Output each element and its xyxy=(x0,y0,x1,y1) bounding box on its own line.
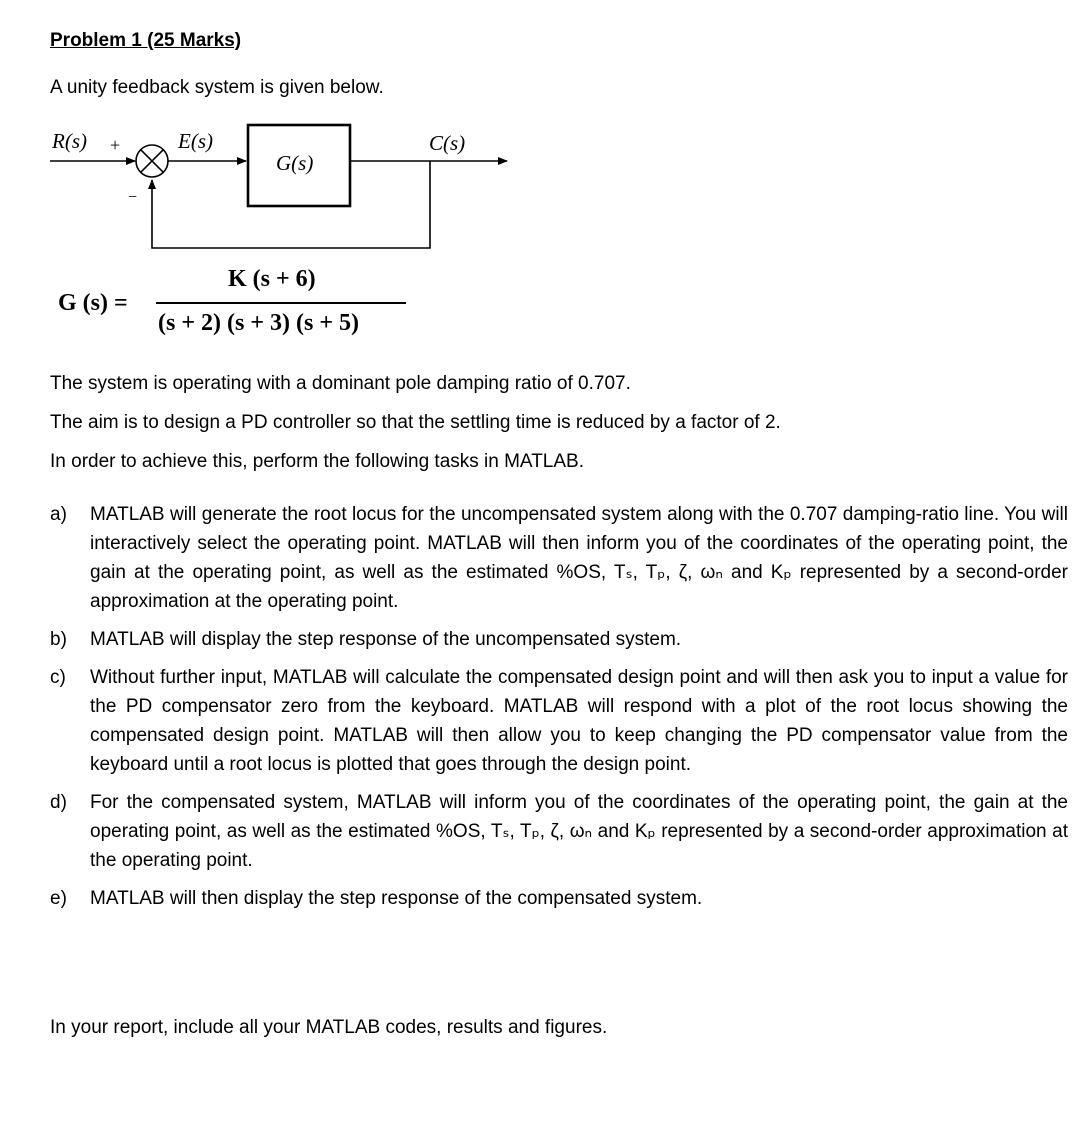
task-label: e) xyxy=(50,888,67,909)
input-label: R(s) xyxy=(52,129,87,153)
plant-label: G(s) xyxy=(276,151,314,175)
closing-text: In your report, include all your MATLAB codes, results and figures. xyxy=(50,1017,608,1038)
transfer-function-denominator: (s + 2) (s + 3) (s + 5) xyxy=(158,310,359,336)
task-label: b) xyxy=(50,629,67,650)
task-item xyxy=(50,788,1068,875)
task-label: a) xyxy=(50,504,67,525)
task-text: For the compensated system, MATLAB will inform you of the coordinates of the operating point, the gain at the operating point, as well as the estimated %OS, Tₛ, Tₚ, ζ, ωₙ and Kₚ represented by a second-order approximation at the operating point. xyxy=(90,792,1068,871)
task-list xyxy=(50,500,1068,913)
task-text: MATLAB will display the step response of the uncompensated system. xyxy=(90,629,682,650)
transfer-function-numerator: K (s + 6) xyxy=(228,266,316,292)
task-item xyxy=(50,625,1068,654)
minus-sign: − xyxy=(128,189,138,206)
summing-junction xyxy=(136,145,168,177)
statement-tasks-intro: In order to achieve this, perform the following tasks in MATLAB. xyxy=(50,451,584,472)
statement-aim: The aim is to design a PD controller so that the settling time is reduced by a factor of 2. xyxy=(50,412,781,433)
task-item xyxy=(50,884,1068,913)
output-label: C(s) xyxy=(429,131,466,155)
task-label: d) xyxy=(50,792,67,813)
statement-damping: The system is operating with a dominant pole damping ratio of 0.707. xyxy=(50,373,631,394)
task-label: c) xyxy=(50,667,66,688)
task-text: Without further input, MATLAB will calculate the compensated design point and will then ask you to input a value for the PD compensator zero from the keyboard. MATLAB will respond with a plot of the root locus showing the compensated design point. MATLAB will then allow you to keep changing the PD compensator value from the keyboard until a root locus is plotted that goes through the design point. xyxy=(90,667,1068,775)
task-text: MATLAB will then display the step response of the compensated system. xyxy=(90,888,703,909)
transfer-function-lhs: G (s) = xyxy=(58,290,128,316)
intro-text: A unity feedback system is given below. xyxy=(50,77,384,98)
task-item xyxy=(50,663,1068,779)
task-item xyxy=(50,500,1068,616)
fraction-bar xyxy=(156,302,406,304)
plus-sign: + xyxy=(110,135,121,155)
transfer-function xyxy=(58,262,418,342)
problem-title: Problem 1 (25 Marks) xyxy=(50,30,242,51)
error-label: E(s) xyxy=(178,129,213,153)
block-diagram xyxy=(48,118,518,258)
task-text: MATLAB will generate the root locus for the uncompensated system along with the 0.707 damping-ratio line. You will interactively select the operating point. MATLAB will then inform you of the coordinates of the operating point, the gain at the operating point, as well as the estimated %OS, Tₛ, Tₚ, ζ, ωₙ and Kₚ represented by a second-order approximation at the operating point. xyxy=(90,504,1068,612)
